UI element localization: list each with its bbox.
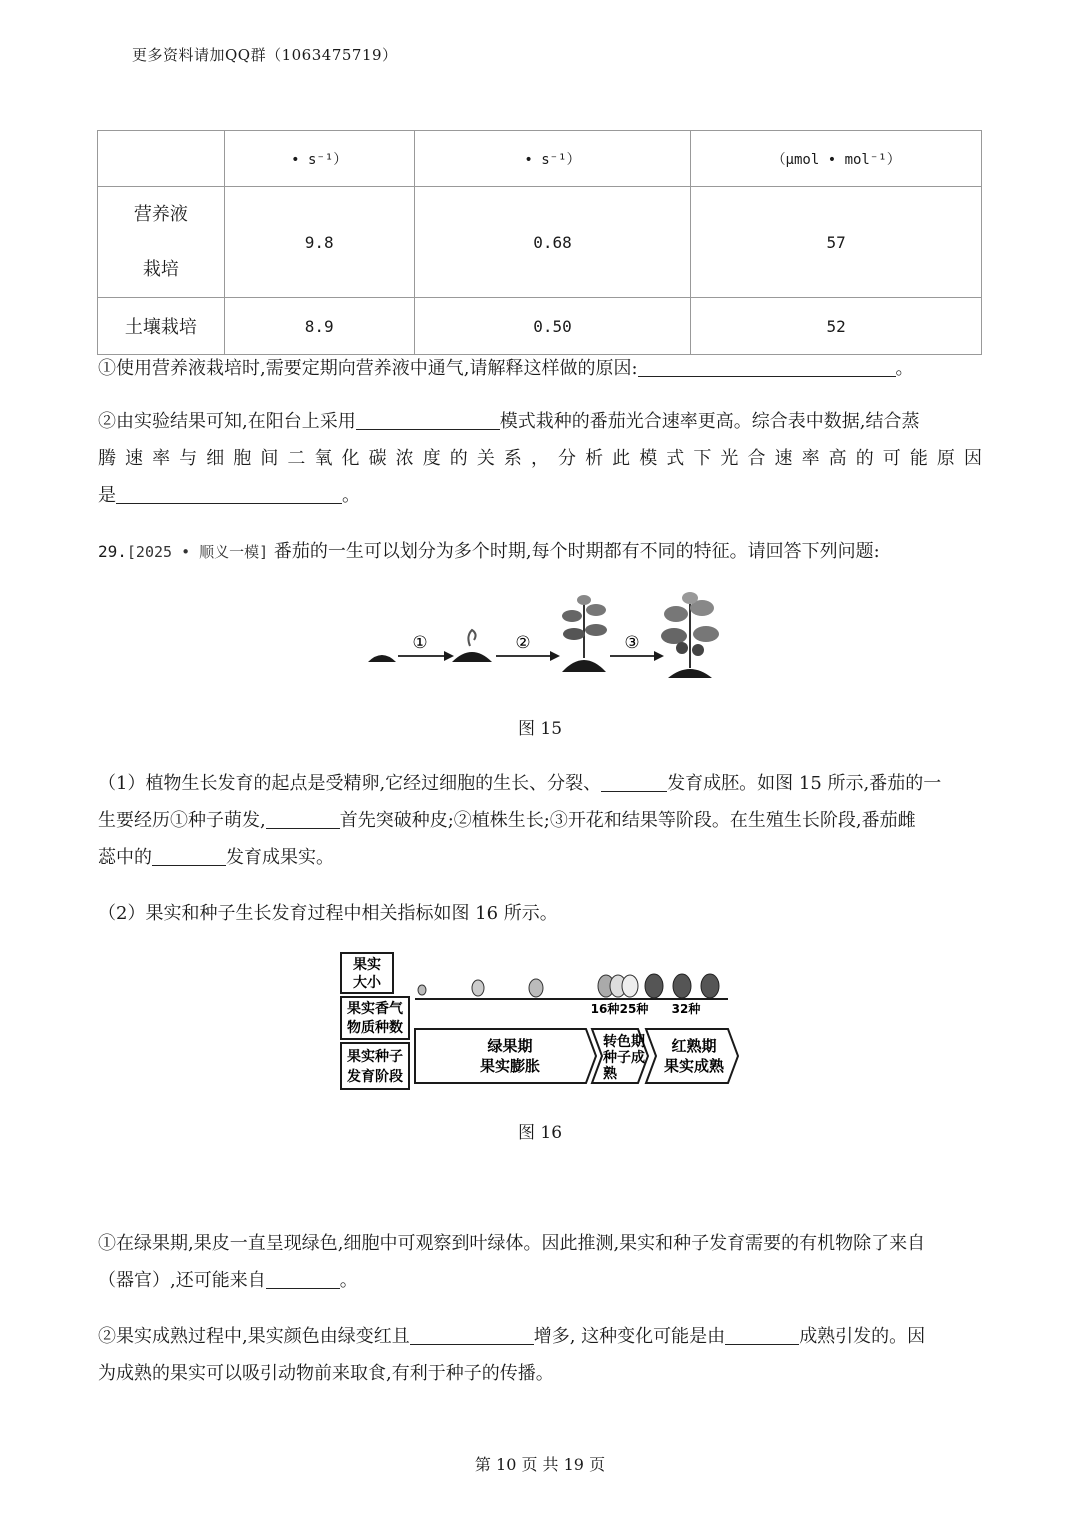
- question-text: （器官）,还可能来自: [98, 1270, 266, 1291]
- table-cell: • s⁻¹）: [224, 131, 414, 187]
- question-line: ①在绿果期,果皮一直呈现绿色,细胞中可观察到叶绿体。因此推测,果实和种子发育需要的有机物除了来自: [98, 1233, 926, 1254]
- figure-16-caption: 图 16: [517, 1123, 563, 1143]
- row-label: 发育阶段: [347, 1069, 403, 1085]
- aroma-count: 32种: [671, 1002, 701, 1016]
- arrow-head-icon: [654, 651, 664, 661]
- table-cell: 57: [691, 187, 982, 298]
- question-line: [98, 1318, 982, 1355]
- row-label: 土壤栽培: [98, 298, 225, 355]
- paragraph-text: 蕊中的: [98, 847, 152, 868]
- question-text: 模式栽种的番茄光合速率更高。综合表中数据,结合蒸: [499, 411, 920, 432]
- question-number: 29.: [98, 542, 127, 561]
- paragraph-line: [98, 765, 982, 802]
- question-text: 。: [342, 485, 360, 506]
- paragraph-text: 发育成果实。: [226, 847, 334, 868]
- answer-blank[interactable]: [638, 358, 896, 377]
- table-cell: 52: [691, 298, 982, 355]
- stage-label: 绿果期: [487, 1037, 533, 1055]
- paragraph-text: 首先突破种皮;②植株生长;③开花和结果等阶段。在生殖生长阶段,番茄雌: [339, 810, 916, 831]
- aroma-count: 25种: [619, 1002, 649, 1016]
- data-table: [97, 130, 982, 355]
- fruiting-plant: [661, 592, 719, 678]
- question-text: 是: [98, 485, 116, 506]
- table-cell: 9.8: [224, 187, 414, 298]
- table-cell: 0.50: [414, 298, 691, 355]
- fruit-size-icons: [418, 974, 719, 998]
- table-cell: 0.68: [414, 187, 691, 298]
- step-label: ③: [624, 633, 640, 653]
- germinating-seed: [452, 630, 492, 662]
- question-2: [98, 403, 982, 514]
- question-source: [2025 • 顺义一模]: [126, 543, 269, 561]
- row-label-line: 栽培: [142, 259, 179, 280]
- answer-blank[interactable]: [356, 411, 500, 430]
- stage-label: 果实膨胀: [479, 1057, 541, 1075]
- paragraph-text: 生要经历①种子萌发,: [98, 810, 266, 831]
- table-row: [98, 187, 982, 298]
- sub-question-2: [98, 1318, 982, 1392]
- table-row: [98, 298, 982, 355]
- table-cell: • s⁻¹）: [414, 131, 691, 187]
- answer-blank[interactable]: [152, 847, 226, 866]
- paragraph-text: 发育成胚。如图 15 所示,番茄的一: [667, 773, 942, 794]
- question-text: 。: [895, 358, 914, 379]
- stage-label: 熟: [603, 1066, 617, 1082]
- arrow-head-icon: [550, 651, 560, 661]
- stage-label: 果实成熟: [663, 1057, 725, 1075]
- paragraph-2: （2）果实和种子生长发育过程中相关指标如图 16 所示。: [98, 903, 558, 924]
- row-label: 物质种数: [347, 1020, 403, 1036]
- figure-15: [360, 590, 730, 690]
- question-line: 为成熟的果实可以吸引动物前来取食,有利于种子的传播。: [98, 1363, 554, 1384]
- seed-soil-1: [368, 655, 396, 662]
- answer-blank[interactable]: [601, 773, 667, 792]
- young-plant: [562, 595, 607, 672]
- question-line: [98, 477, 982, 514]
- row-label: 果实: [353, 957, 381, 973]
- paragraph-line: [98, 839, 982, 876]
- step-label: ①: [412, 633, 428, 653]
- question-text: ①使用营养液栽培时,需要定期向营养液中通气,请解释这样做的原因:: [98, 358, 638, 379]
- answer-blank[interactable]: [116, 485, 342, 504]
- stage-label: 红熟期: [671, 1037, 717, 1055]
- table-cell: [98, 131, 225, 187]
- table-header-row: [98, 131, 982, 187]
- answer-blank[interactable]: [266, 810, 340, 829]
- question-text: 成熟引发的。因: [799, 1326, 926, 1347]
- row-label: 果实香气: [347, 1001, 403, 1017]
- sub-question-1: [98, 1225, 982, 1299]
- answer-blank[interactable]: [266, 1270, 340, 1289]
- question-29: [98, 533, 982, 571]
- paragraph-line: [98, 802, 982, 839]
- arrow-head-icon: [444, 651, 454, 661]
- row-label: [98, 187, 225, 298]
- stage-label: 种子成: [603, 1050, 645, 1066]
- question-line: [98, 1262, 982, 1299]
- answer-blank[interactable]: [410, 1326, 534, 1345]
- page-header: 更多资料请加QQ群（1063475719）: [132, 46, 398, 64]
- figure-15-caption: 图 15: [517, 719, 563, 739]
- answer-blank[interactable]: [725, 1326, 799, 1345]
- figure-16: [340, 950, 744, 1095]
- question-line: [98, 403, 982, 440]
- table-cell: 8.9: [224, 298, 414, 355]
- question-text: ②由实验结果可知,在阳台上采用: [98, 411, 356, 432]
- paragraph-text: （1）植物生长发育的起点是受精卵,它经过细胞的生长、分裂、: [98, 773, 602, 794]
- paragraph-1: [98, 765, 982, 876]
- question-text: 。: [339, 1270, 358, 1291]
- step-label: ②: [515, 633, 531, 653]
- row-label: 果实种子: [347, 1049, 403, 1065]
- table-cell: （μmol • mol⁻¹）: [691, 131, 982, 187]
- stage-label: 转色期: [603, 1034, 645, 1050]
- question-text: 增多, 这种变化可能是由: [533, 1326, 726, 1347]
- row-label-line: 营养液: [133, 204, 188, 225]
- question-1: [98, 350, 982, 387]
- aroma-count: 16种: [590, 1002, 620, 1016]
- page-footer: 第 10 页 共 19 页: [474, 1455, 606, 1474]
- question-text: 番茄的一生可以划分为多个时期,每个时期都有不同的特征。请回答下列问题:: [273, 541, 880, 562]
- row-label: 大小: [353, 975, 381, 991]
- question-text: ②果实成熟过程中,果实颜色由绿变红且: [98, 1326, 410, 1347]
- question-line: 腾速率与细胞间二氧化碳浓度的关系，分析此模式下光合速率高的可能原因: [98, 448, 982, 469]
